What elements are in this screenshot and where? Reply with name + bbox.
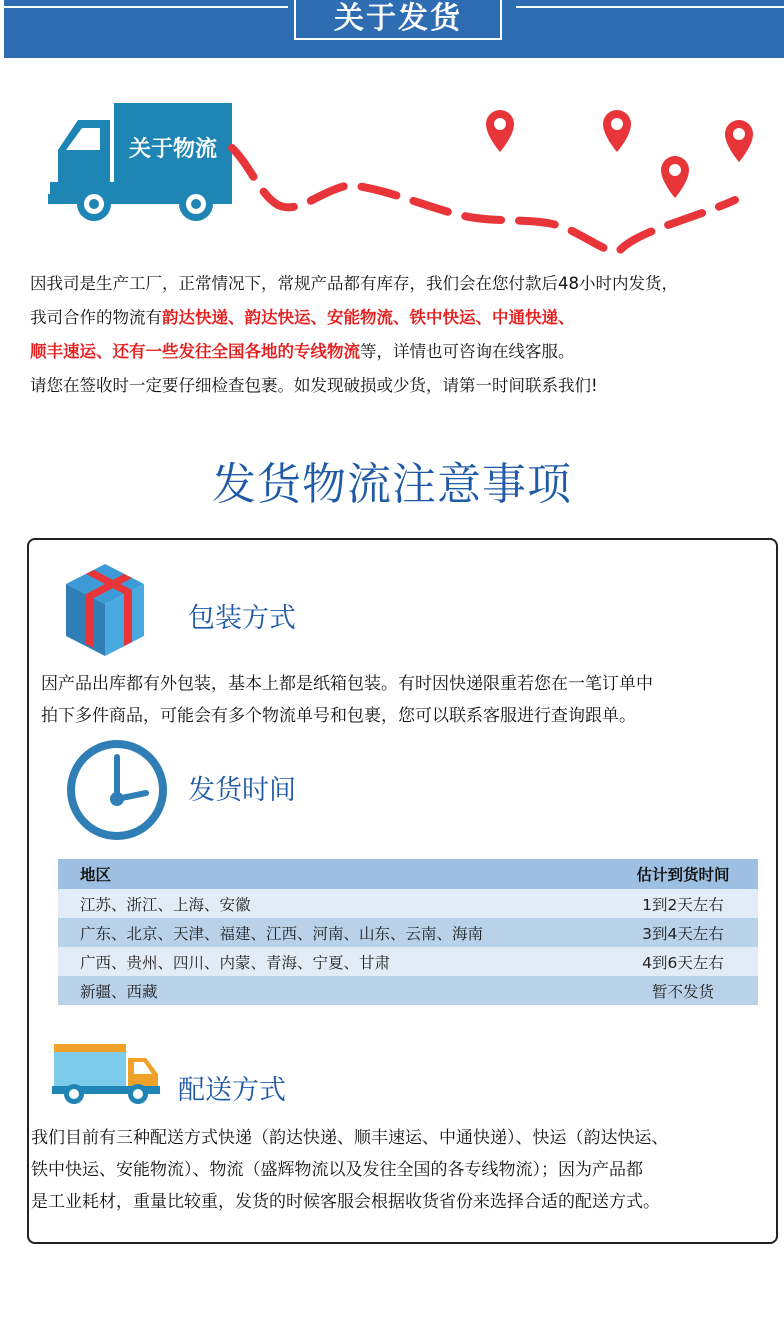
table-header-row xyxy=(58,859,758,889)
delivery-title: 配送方式 xyxy=(178,1075,286,1106)
eta-cell: 暂不发货 xyxy=(608,976,758,1005)
delivery-text: 铁中快运、安能物流）、物流（盛辉物流以及发往全国的各专线物流）；因为产品都 xyxy=(31,1160,643,1180)
banner-divider-left xyxy=(4,6,288,8)
intro-text-span: 我司合作的物流有 xyxy=(30,308,162,327)
logistics-route-illustration xyxy=(0,90,784,270)
table-header-eta: 估计到货时间 xyxy=(608,859,758,889)
intro-text xyxy=(30,267,784,403)
eta-cell: 3到4天左右 xyxy=(608,918,758,947)
banner-title: 关于发货 xyxy=(294,0,502,40)
intro-line xyxy=(30,301,784,335)
region-cell: 广西、贵州、四川、内蒙、青海、宁夏、甘肃 xyxy=(58,947,608,976)
clock-icon xyxy=(66,739,168,841)
intro-line xyxy=(30,335,784,369)
eta-cell: 1到2天左右 xyxy=(608,889,758,918)
map-pin-icon xyxy=(661,156,689,198)
table-row xyxy=(58,889,758,918)
map-pin-icon xyxy=(725,120,753,162)
region-cell: 江苏、浙江、上海、安徽 xyxy=(58,889,608,918)
banner-divider-right xyxy=(516,6,784,8)
table-row xyxy=(58,976,758,1005)
truck-label: 关于物流 xyxy=(128,136,217,162)
shipping-time-table xyxy=(58,859,758,1005)
table-row xyxy=(58,947,758,976)
map-pin-icon xyxy=(486,110,514,152)
intro-line: 因我司是生产工厂，正常情况下，常规产品都有库存，我们会在您付款后48小时内发货， xyxy=(30,274,678,293)
map-pin-icon xyxy=(603,110,631,152)
carrier-list-highlight: 韵达快递、韵达快运、安能物流、铁中快运、中通快递、 xyxy=(162,308,575,327)
region-cell: 广东、北京、天津、福建、江西、河南、山东、云南、海南 xyxy=(58,918,608,947)
delivery-text: 我们目前有三种配送方式快递（韵达快递、顺丰速运、中通快递）、快运（韵达快运、 xyxy=(31,1128,669,1148)
carrier-list-highlight: 顺丰速运、还有一些发往全国各地的专线物流 xyxy=(30,342,360,361)
delivery-van-icon xyxy=(50,1040,162,1106)
intro-line: 请您在签收时一定要仔细检查包裹。如发现破损或少货，请第一时间联系我们! xyxy=(30,376,598,395)
packaging-title: 包装方式 xyxy=(188,603,296,634)
route-path xyxy=(232,148,735,251)
notice-title: 发货物流注意事项 xyxy=(212,459,572,510)
package-box-icon xyxy=(64,560,146,658)
packaging-text: 拍下多件商品，可能会有多个物流单号和包裹，您可以联系客服进行查询跟单。 xyxy=(41,706,636,726)
packaging-text: 因产品出库都有外包装，基本上都是纸箱包装。有时因快递限重若您在一笔订单中 xyxy=(41,674,653,694)
eta-cell: 4到6天左右 xyxy=(608,947,758,976)
table-row xyxy=(58,918,758,947)
table-header-region: 地区 xyxy=(58,859,608,889)
intro-text-span: 等，详情也可咨询在线客服。 xyxy=(360,342,575,361)
region-cell: 新疆、西藏 xyxy=(58,976,608,1005)
shipping-time-title: 发货时间 xyxy=(188,775,296,806)
delivery-text: 是工业耗材，重量比较重，发货的时候客服会根据收货省份来选择合适的配送方式。 xyxy=(31,1192,660,1212)
